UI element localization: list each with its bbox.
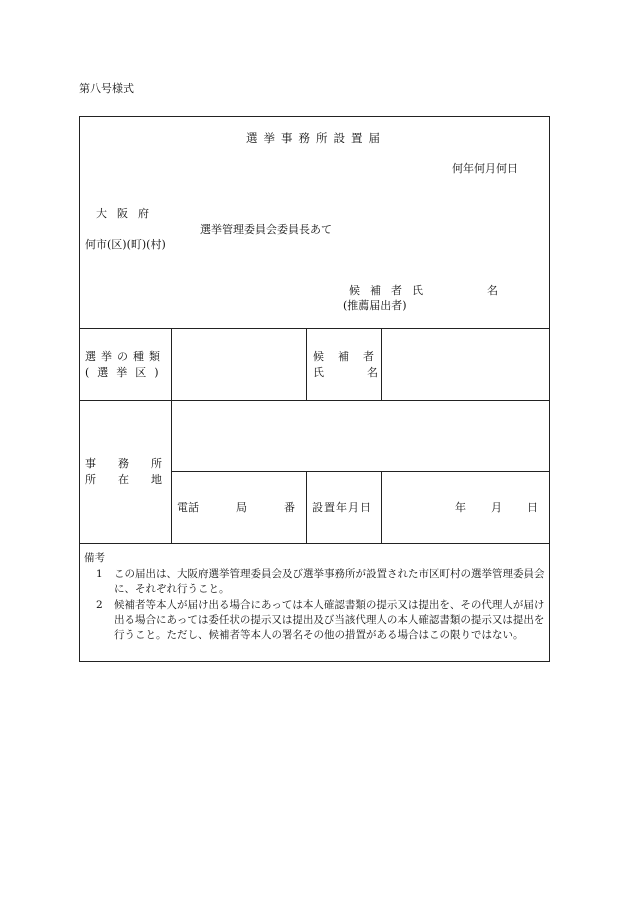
exchange-label: 局 (236, 501, 247, 514)
day-label: 日 (527, 501, 538, 514)
election-type-label (85, 351, 167, 362)
form-number: 第八号様式 (79, 82, 134, 95)
phone-number-field[interactable] (248, 472, 282, 542)
year-label: 年 (455, 501, 466, 514)
note-text: 候補者等本人が届け出る場合にあっては本人確認書類の提示又は提出を、その代理人が届け出る場合にあっては委任状の提示又は提出及び当該代理人の本人確認書類の提示又は提出を行うこと。ただし、候補者等本人の署名その他の措置がある場合はこの限りではない。 (114, 599, 545, 641)
candidate-sign-label: 候補者氏 (349, 284, 433, 297)
note-text: この届出は、大阪府選挙管理委員会及び選挙事務所が設置された市区町村の選挙管理委員会に、それぞれ行うこと。 (114, 568, 545, 595)
location-label: 所在地 (85, 473, 184, 486)
note-number: 1 (96, 568, 103, 580)
number-label: 番 (284, 501, 295, 514)
addressee-committee: 選挙管理委員会委員長あて (200, 223, 332, 236)
notes-section (84, 551, 546, 643)
office-label: 事務所 (85, 457, 184, 470)
column-divider (306, 471, 307, 543)
candidate-name-field[interactable] (382, 329, 549, 399)
election-type-field[interactable] (172, 329, 305, 399)
phone-label: 電話 (177, 501, 199, 514)
date-line: 何年何月何日 (452, 162, 518, 175)
office-address-field[interactable] (172, 401, 549, 470)
column-divider (306, 328, 307, 400)
election-type-text: 選挙の種類 (85, 350, 165, 363)
setup-date-label: 設置年月日 (312, 501, 372, 514)
name-label: 氏名 (313, 366, 421, 379)
form-title: 選挙事務所設置届 (246, 131, 386, 145)
candidate-sign-suffix: 名 (487, 284, 498, 297)
phone-exchange-field[interactable] (200, 472, 230, 542)
setup-date-field[interactable] (382, 472, 549, 542)
addressee-prefecture: 大阪府 (96, 207, 159, 220)
notes-heading: 備考 (84, 552, 105, 564)
month-label: 月 (491, 501, 502, 514)
municipality-line: 何市(区)(町)(村) (85, 238, 166, 251)
note-item (84, 567, 546, 597)
recommender-label: (推薦届出者) (343, 299, 407, 312)
row-divider (79, 543, 550, 544)
note-number: 2 (96, 599, 103, 611)
candidate-label: 候補者 (313, 350, 388, 363)
district-label: (選挙区) (85, 366, 167, 379)
note-item (84, 598, 546, 643)
